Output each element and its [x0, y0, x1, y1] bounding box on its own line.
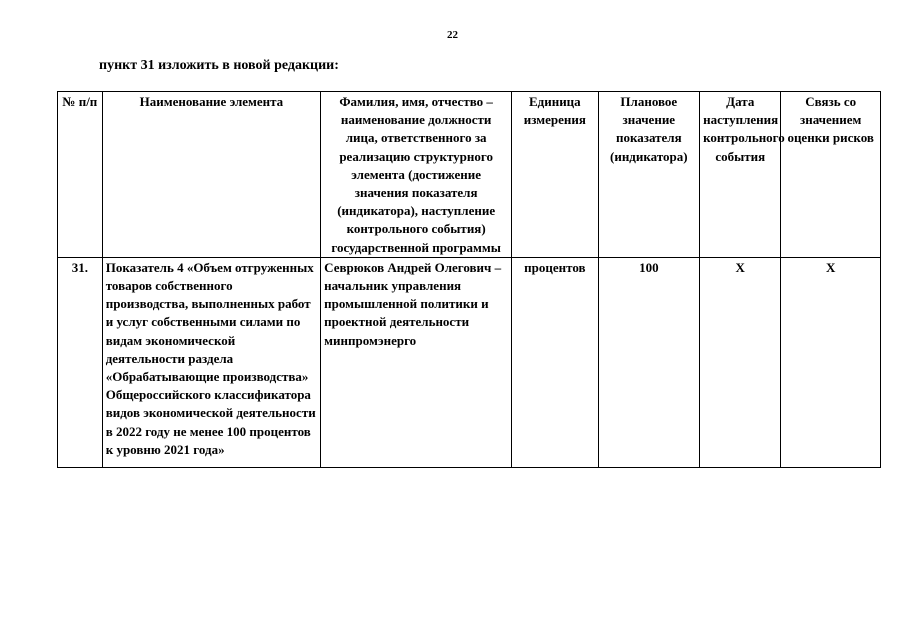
cell-risk: Х: [781, 257, 881, 467]
cell-person: Севрюков Андрей Олегович – начальник управления промышленной политики и проектной деятельности минпромэнерго: [321, 257, 512, 467]
table-row: [58, 257, 881, 467]
table-header-row: [58, 92, 881, 258]
cell-unit: процентов: [512, 257, 598, 467]
header-plan: Плановое значение показателя (индикатора): [598, 92, 700, 258]
header-name: Наименование элемента: [102, 92, 320, 258]
intro-text: пункт 31 изложить в новой редакции:: [99, 58, 339, 73]
header-num: № п/п: [58, 92, 103, 258]
header-date: Дата наступления контрольного события: [700, 92, 781, 258]
cell-name: Показатель 4 «Объем отгруженных товаров собственного производства, выполненных работ и услуг собственными силами по видам экономической деятельности раздела «Обрабатывающие производства» Общероссийского классификатора видов экономической деятельности в 2022 году не менее 100 процентов к уровню 2021 года»: [102, 257, 320, 467]
header-risk: Связь со значением оценки рисков: [781, 92, 881, 258]
header-unit: Единица измерения: [512, 92, 598, 258]
cell-date: Х: [700, 257, 781, 467]
header-person: Фамилия, имя, отчество – наименование должности лица, ответственного за реализацию структурного элемента (достижение значения показателя (индикатора), наступление контрольного события) государственной программы: [321, 92, 512, 258]
cell-num: 31.: [58, 257, 103, 467]
cell-plan: 100: [598, 257, 700, 467]
program-table: [57, 91, 881, 468]
page-number: 22: [447, 29, 458, 41]
